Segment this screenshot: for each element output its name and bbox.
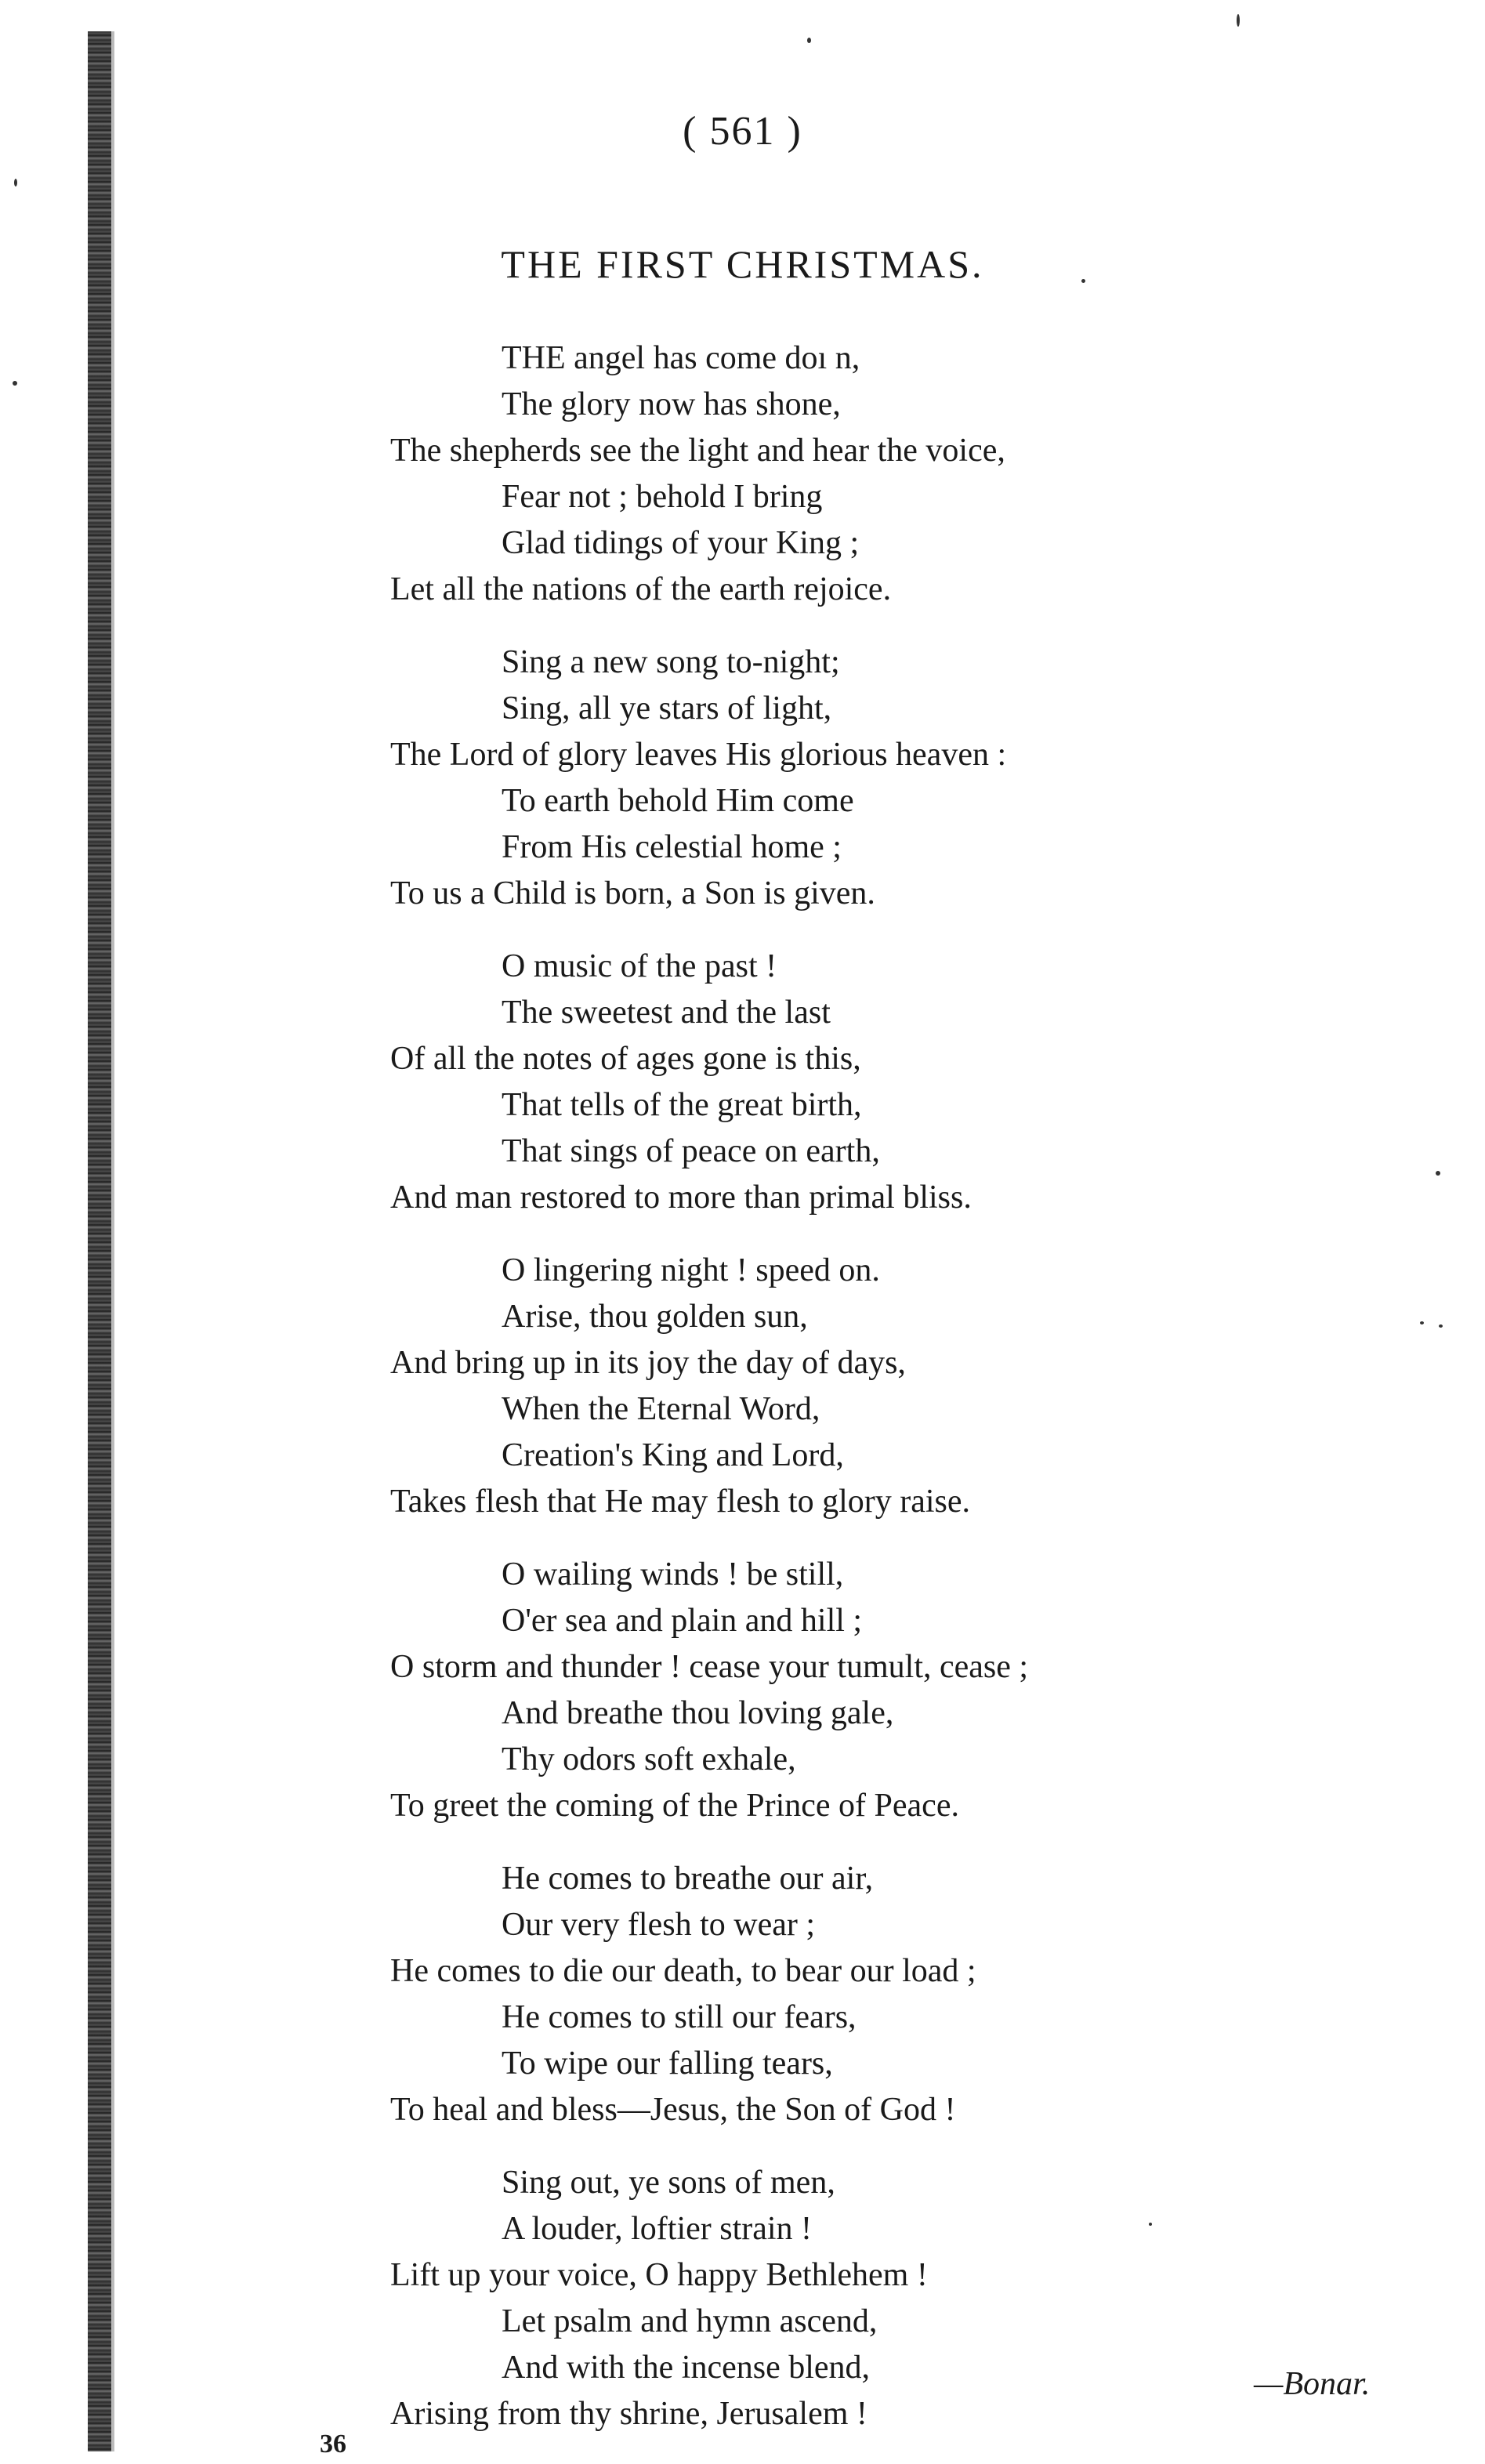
poem-line: The glory now has shone, — [502, 386, 841, 422]
poem-line: To us a Child is born, a Son is given. — [390, 875, 875, 911]
scan-speck — [807, 38, 811, 43]
poem-line: Lift up your voice, O happy Bethlehem ! — [390, 2257, 928, 2293]
poem-line: O wailing winds ! be still, — [502, 1556, 844, 1593]
poem-line: O'er sea and plain and hill ; — [502, 1603, 863, 1639]
poem-line: And with the incense blend, — [502, 2350, 871, 2386]
poem-line: Arising from thy shrine, Jerusalem ! — [390, 2396, 867, 2432]
poem-line: That tells of the great birth, — [502, 1087, 862, 1123]
stanza — [390, 1552, 1331, 1829]
poem-line: When the Eternal Word, — [502, 1391, 820, 1427]
poem-line: A louder, loftier strain ! — [502, 2211, 813, 2247]
stanza — [390, 944, 1331, 1221]
poem-line: Sing a new song to-night; — [502, 644, 840, 680]
poem-line: To greet the coming of the Prince of Peace. — [390, 1788, 959, 1824]
stanza — [390, 335, 1331, 613]
poem-line: To heal and bless—Jesus, the Son of God ! — [390, 2092, 956, 2128]
poem-body — [390, 335, 1331, 2464]
poem-line: Our very flesh to wear ; — [502, 1907, 816, 1943]
scan-speck — [1420, 1321, 1424, 1324]
stanza — [390, 2160, 1331, 2437]
poem-line: Sing, all ye stars of light, — [502, 690, 832, 727]
poem-line: Thy odors soft exhale, — [502, 1741, 796, 1777]
book-binding-edge — [88, 31, 111, 2451]
poem-line: He comes to still our fears, — [502, 1999, 857, 2035]
poem-line: Takes flesh that He may flesh to glory raise. — [390, 1484, 971, 1520]
page-number: ( 561 ) — [683, 109, 802, 154]
poem-line: Fear not ; behold I bring — [502, 479, 823, 515]
poem-line: From His celestial home ; — [502, 829, 842, 865]
poem-line: And bring up in its joy the day of days, — [390, 1345, 906, 1381]
scan-speck — [14, 179, 17, 187]
poem-line: To earth behold Him come — [502, 783, 854, 819]
poem-line: Arise, thou golden sun, — [502, 1299, 808, 1335]
poem-line: O storm and thunder ! cease your tumult, cease ; — [390, 1649, 1029, 1685]
poem-line: The Lord of glory leaves His glorious heaven : — [390, 737, 1007, 773]
poem-line: To wipe our falling tears, — [502, 2045, 833, 2082]
book-binding-shadow — [111, 31, 114, 2451]
poem-line: Let psalm and hymn ascend, — [502, 2303, 878, 2339]
scan-speck — [1149, 2223, 1152, 2226]
poem-line: The sweetest and the last — [502, 995, 831, 1031]
poem-title: THE FIRST CHRISTMAS. — [501, 242, 984, 286]
scan-speck — [1439, 1324, 1443, 1328]
poem-line: And breathe thou loving gale, — [502, 1695, 894, 1731]
poem-line: He comes to breathe our air, — [502, 1861, 874, 1897]
stanza — [390, 640, 1331, 917]
poem-line: The shepherds see the light and hear the voice, — [390, 433, 1005, 469]
stanza — [390, 1856, 1331, 2133]
poem-line: That sings of peace on earth, — [502, 1133, 880, 1169]
poem-line: Of all the notes of ages gone is this, — [390, 1041, 861, 1077]
poem-line: THE angel has come doı n, — [502, 340, 860, 376]
poem-line: Creation's King and Lord, — [502, 1437, 844, 1473]
scan-speck — [1081, 279, 1085, 283]
poem-line: Sing out, ye sons of men, — [502, 2165, 835, 2201]
poem-line: And man restored to more than primal bliss. — [390, 1179, 972, 1216]
poem-line: O lingering night ! speed on. — [502, 1252, 880, 1288]
scan-speck — [1436, 1171, 1440, 1176]
scan-speck — [1237, 14, 1240, 27]
poem-line: O music of the past ! — [502, 948, 777, 984]
printer-signature-mark: 36 — [320, 2430, 346, 2459]
poem-line: He comes to die our death, to bear our load ; — [390, 1953, 976, 1989]
poem-line: Glad tidings of your King ; — [502, 525, 860, 561]
stanza — [390, 1248, 1331, 1525]
poem-author: —Bonar. — [1254, 2366, 1371, 2402]
scan-speck — [13, 381, 17, 386]
poem-line: Let all the nations of the earth rejoice. — [390, 571, 892, 607]
